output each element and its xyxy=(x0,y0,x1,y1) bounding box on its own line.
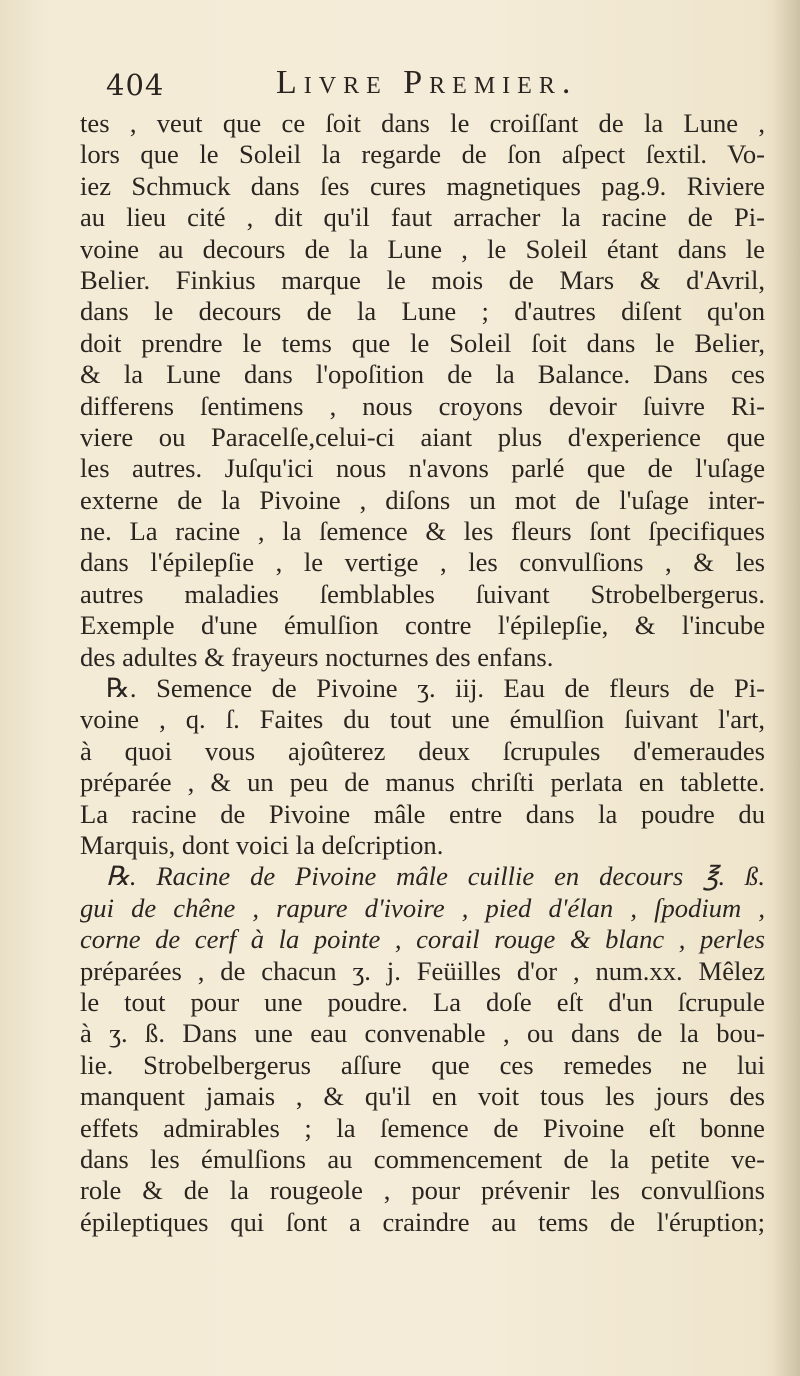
text-line: lie. Strobelbergerus aſſure que ces remedes ne lui xyxy=(80,1049,765,1080)
text-line: Exemple d'une émulſion contre l'épilepſie, & l'incube xyxy=(80,610,765,641)
text-line: ne. La racine , la ſemence & les fleurs ſont ſpecifiques xyxy=(80,516,765,547)
recipe-line: à quoi vous ajoûterez deux ſcrupules d'emeraudes xyxy=(80,735,765,766)
text-line: dans l'épilepſie , le vertige , les convulſions , & les xyxy=(80,547,765,578)
page-number: 404 xyxy=(106,68,165,102)
recipe-line: ℞. Semence de Pivoine ʒ. iij. Eau de fleurs de Pi- xyxy=(106,673,765,704)
text-line: viere ou Paracelſe,celui-ci aiant plus d'experience que xyxy=(80,421,765,452)
text-line: differens ſentimens , nous croyons devoir ſuivre Ri- xyxy=(80,390,765,421)
text-line: externe de la Pivoine , diſons un mot de l'uſage inter- xyxy=(80,484,765,515)
text-line: role & de la rougeole , pour prévenir les convulſions xyxy=(80,1175,765,1206)
text-line: tes , veut que ce ſoit dans le croiſſant de la Lune , xyxy=(80,108,765,138)
text-line: au lieu cité , dit qu'il faut arracher la racine de Pi- xyxy=(80,202,765,233)
running-head: Livre Premier. xyxy=(276,64,578,101)
recipe-line: préparées , de chacun ʒ. j. Feüilles d'or , num.xx. Mêlez xyxy=(80,955,765,986)
body-text xyxy=(80,108,765,1238)
recipe-line: ℞. Racine de Pivoine mâle cuillie en decours ℥. ß. xyxy=(106,861,765,892)
text-line: autres maladies ſemblables ſuivant Strobelbergerus. xyxy=(80,578,765,609)
text-line: à ʒ. ß. Dans une eau convenable , ou dans de la bou- xyxy=(80,1018,765,1049)
text-line: iez Schmuck dans ſes cures magnetiques pag.9. Riviere xyxy=(80,170,765,201)
text-line: manquent jamais , & qu'il en voit tous les jours des xyxy=(80,1081,765,1112)
text-line: & la Lune dans l'opoſition de la Balance. Dans ces xyxy=(80,359,765,390)
text-line: Marquis, dont voici la deſcription. xyxy=(80,829,444,860)
text-line: épileptiques qui ſont a craindre au tems de l'éruption; xyxy=(80,1206,765,1237)
recipe-line: corne de cerf à la pointe , corail rouge & blanc , perles xyxy=(80,924,765,955)
recipe-line: préparée , & un peu de manus chriſti perlata en tablette. xyxy=(80,767,765,798)
text-line: les autres. Juſqu'ici nous n'avons parlé que de l'uſage xyxy=(80,453,765,484)
text-line: effets admirables ; la ſemence de Pivoine eſt bonne xyxy=(80,1112,765,1143)
text-line: voine au decours de la Lune , le Soleil étant dans le xyxy=(80,233,765,264)
text-line: des adultes & frayeurs nocturnes des enfans. xyxy=(80,641,554,672)
page-edge-shadow xyxy=(772,0,800,1376)
text-line: le tout pour une poudre. La doſe eſt d'un ſcrupule xyxy=(80,986,765,1017)
text-line: lors que le Soleil la regarde de ſon aſpect ſextil. Vo- xyxy=(80,139,765,170)
page-header xyxy=(100,62,720,106)
recipe-line: gui de chêne , rapure d'ivoire , pied d'élan , ſpodium , xyxy=(80,892,765,923)
text-line: dans les émulſions au commencement de la petite ve- xyxy=(80,1143,765,1174)
text-line: doit prendre le tems que le Soleil ſoit dans le Belier, xyxy=(80,327,765,358)
text-line: dans le decours de la Lune ; d'autres diſent qu'on xyxy=(80,296,765,327)
recipe-line: voine , q. ſ. Faites du tout une émulſion ſuivant l'art, xyxy=(80,704,765,735)
text-line: Belier. Finkius marque le mois de Mars & d'Avril, xyxy=(80,264,765,295)
text-line: La racine de Pivoine mâle entre dans la poudre du xyxy=(80,798,765,829)
